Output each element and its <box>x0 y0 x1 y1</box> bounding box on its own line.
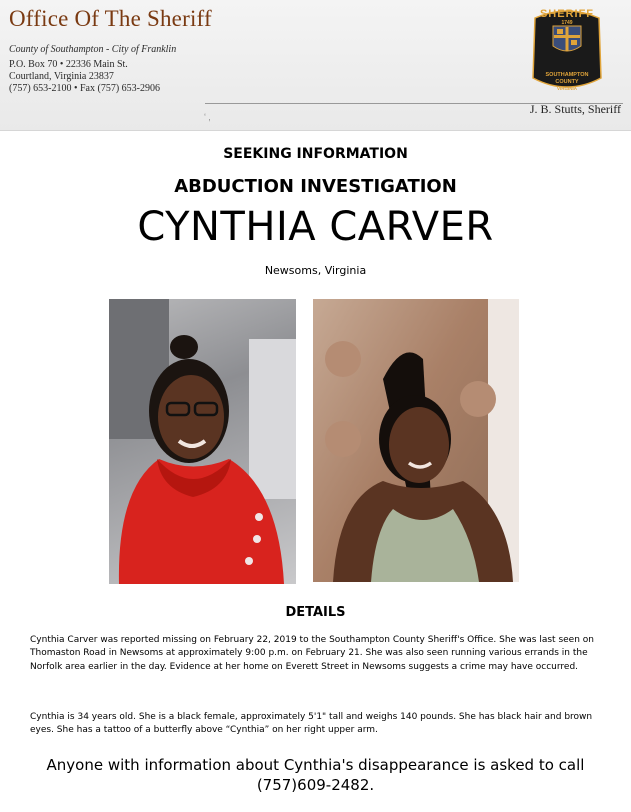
office-title: Office Of The Sheriff <box>9 6 212 31</box>
address-line-1: P.O. Box 70 • 22336 Main St. <box>9 59 128 70</box>
badge-county-line-1: SOUTHAMPTON <box>545 72 589 78</box>
badge-year: 1749 <box>561 20 573 26</box>
phone-line: (757) 653-2100 • Fax (757) 653-2906 <box>9 83 160 94</box>
sheriff-name: J. B. Stutts, Sheriff <box>529 102 621 116</box>
photo-2 <box>313 299 519 582</box>
call-to-action: Anyone with information about Cynthia's disappearance is asked to call (757)609-2482. <box>46 756 585 794</box>
details-paragraph-2: Cynthia is 34 years old. She is a black female, approximately 5'1" tall and weighs 140 pounds. She has black hair and brown eyes. She has a tattoo of a butterfly above “Cynthia” on her right upper arm. <box>30 712 593 736</box>
jurisdiction-line: County of Southampton - City of Franklin <box>9 44 177 55</box>
subject-name: CYNTHIA CARVER <box>137 204 494 250</box>
photo-1 <box>109 299 296 584</box>
kicker-heading: SEEKING INFORMATION <box>223 146 408 162</box>
letterhead <box>0 0 631 131</box>
details-heading: DETAILS <box>285 605 346 620</box>
person-photo-red-sweater-icon <box>109 299 296 584</box>
badge-state: VIRGINIA <box>556 86 577 91</box>
location: Newsoms, Virginia <box>264 264 367 277</box>
decorative-marks: ‘ ‚ <box>204 112 211 122</box>
person-photo-tank-top-icon <box>313 299 519 582</box>
headline: ABDUCTION INVESTIGATION <box>174 176 457 197</box>
badge-county-line-2: COUNTY <box>555 79 579 85</box>
details-paragraph-1: Cynthia Carver was reported missing on February 22, 2019 to the Southampton County Sheriff's Office. She was last seen on Thomaston Road in Newsoms at approximately 9:00 p.m. on February 21. She was also seen running various errands in the Norfolk area earlier in the day. Evidence at her home on Everett Street in Newsoms suggests a crime may have occurred. <box>30 635 594 672</box>
badge-top-text: SHERIFF <box>539 8 595 20</box>
address-line-2: Courtland, Virginia 23837 <box>9 71 114 82</box>
